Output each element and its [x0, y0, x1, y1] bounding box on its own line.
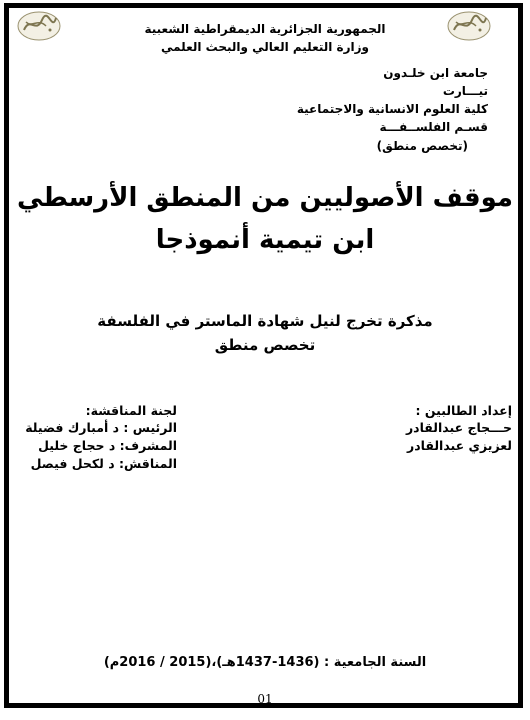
department-name: قسـم الفلســفـــة: [379, 120, 488, 134]
student-name: حـــجاج عبدالقادر: [405, 420, 512, 435]
committee-heading: لجنة المناقشة:: [85, 403, 177, 418]
students-heading: إعداد الطالبين :: [415, 403, 512, 418]
university-name: جامعة ابن خلـدون: [383, 66, 488, 80]
committee-member: المناقش: د لكحل فيصل: [30, 456, 177, 471]
thesis-purpose: مذكرة تخرج لنيل شهادة الماستر في الفلسفة: [97, 312, 433, 330]
republic-line: الجمهورية الجزائرية الديمقراطية الشعبية: [144, 22, 386, 36]
committee-member: المشرف: د حجاج خليل: [38, 438, 177, 453]
thesis-specialty: تخصص منطق: [214, 336, 316, 354]
specialty-label: (تخصص منطق): [376, 139, 468, 153]
thesis-title-line1: موقف الأصوليين من المنطق الأرسطي: [16, 183, 514, 213]
ministry-line: وزارة التعليم العالي والبحث العلمي: [160, 40, 370, 54]
page-number: 01: [257, 692, 273, 706]
thesis-title-line2: ابن تيمية أنموذجا: [155, 225, 375, 255]
committee-member: الرئيس : د أمبارك فضيلة: [25, 420, 177, 435]
faculty-name: كلية العلوم الانسانية والاجتماعية: [296, 102, 488, 116]
city-name: تيـــارت: [442, 84, 488, 98]
academic-year: السنة الجامعية : (1436-1437هـ)،(2015 / 2016م): [103, 655, 427, 670]
student-name: لعزيزي عبدالقادر: [407, 438, 512, 453]
